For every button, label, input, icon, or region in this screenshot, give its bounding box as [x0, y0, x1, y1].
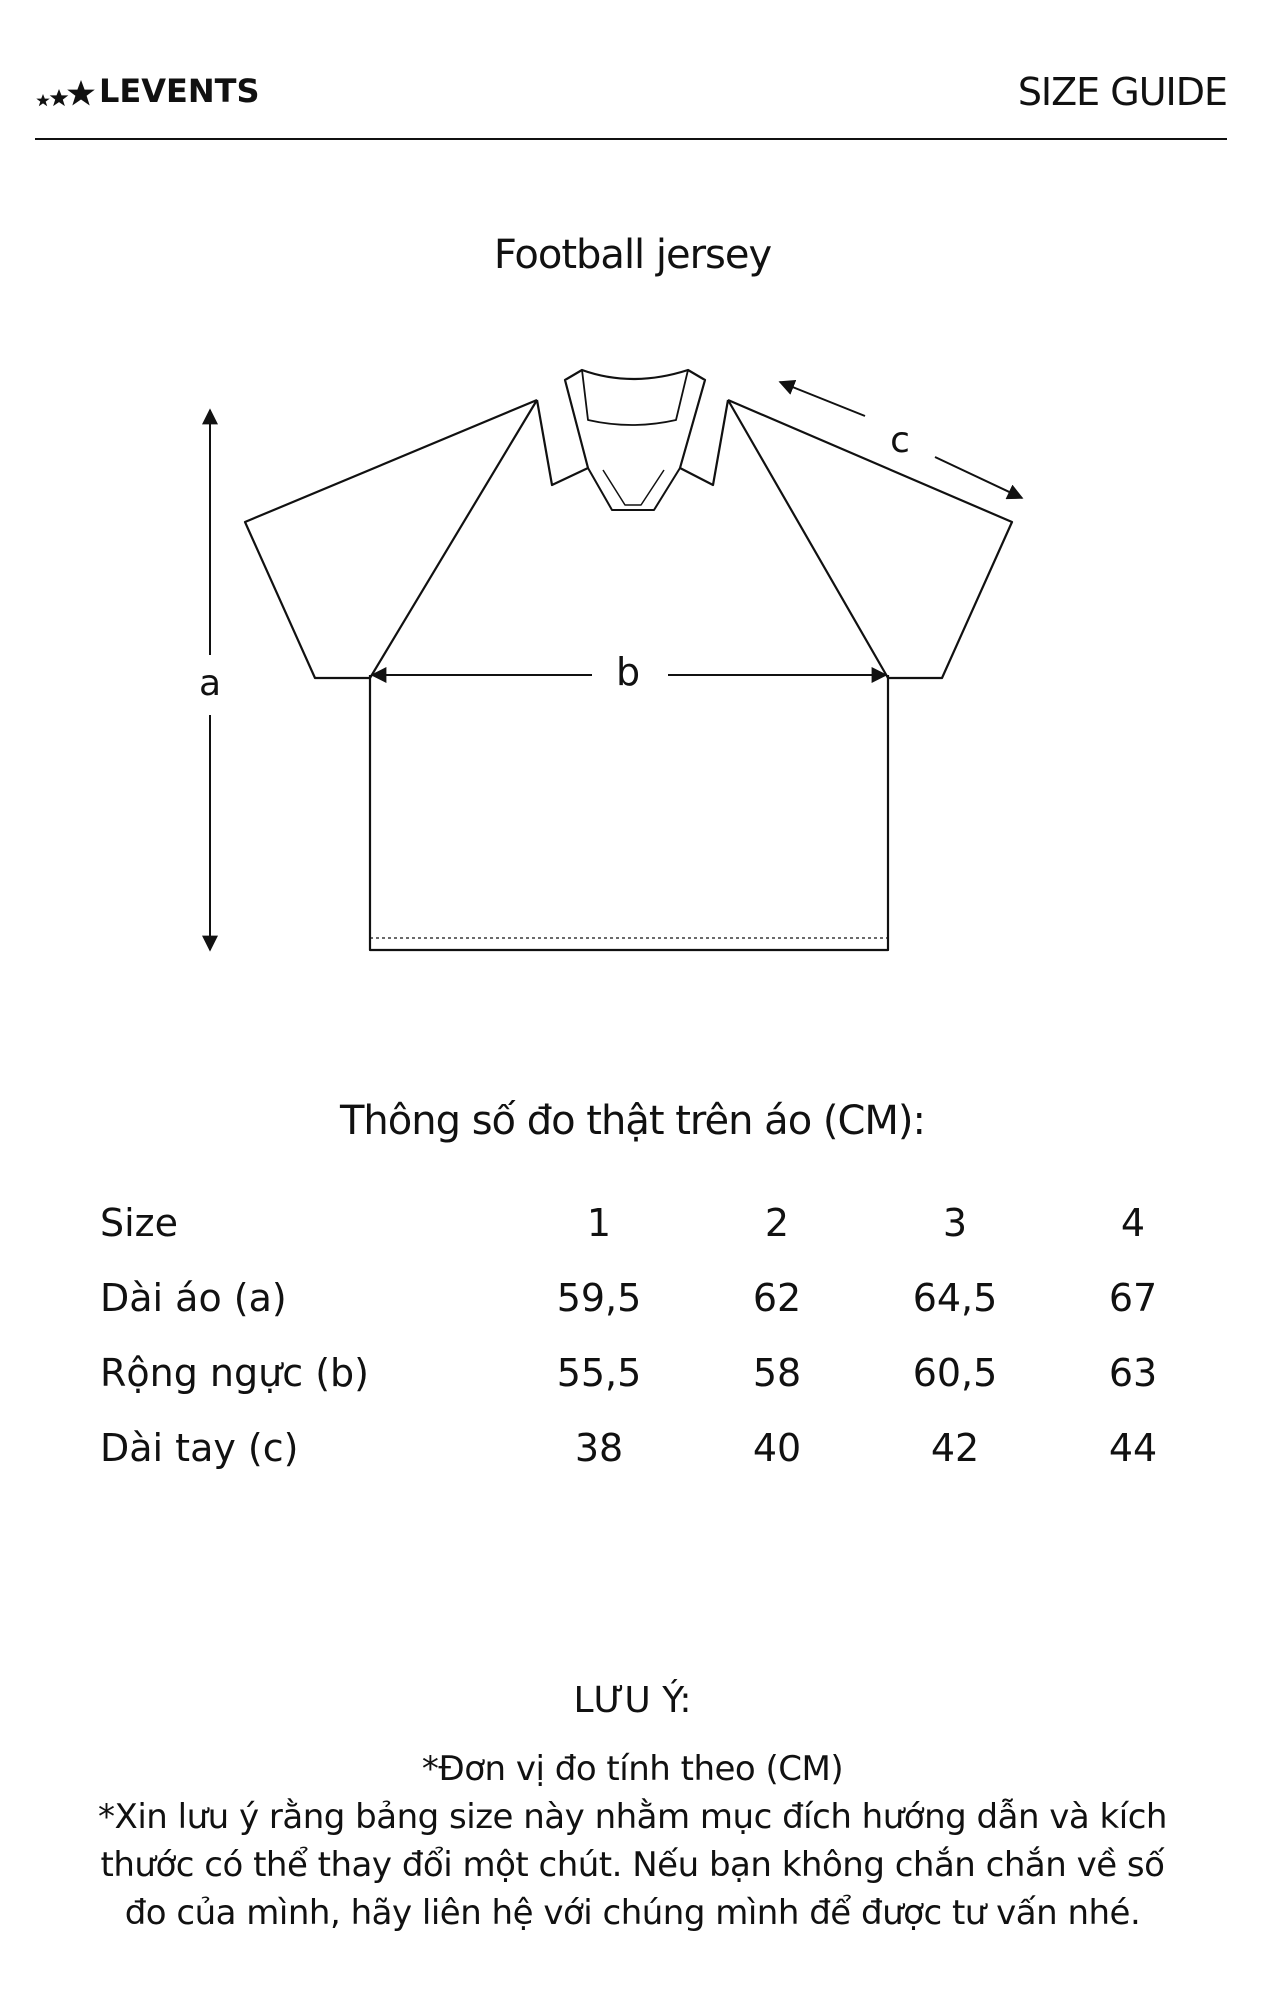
table-cell: 59,5: [556, 1275, 642, 1320]
table-cell: 38: [574, 1425, 624, 1470]
left-sleeve-outline: [245, 400, 537, 678]
size-3: 3: [942, 1200, 968, 1245]
right-sleeve-outline: [728, 400, 1012, 678]
table-row: [100, 1335, 1222, 1410]
table-cell: 40: [752, 1425, 802, 1470]
jersey-body-outline: [370, 675, 888, 950]
table-cell: 58: [752, 1350, 802, 1395]
table-row: [100, 1410, 1222, 1485]
notes-body: [80, 1745, 1185, 1937]
table-cell: 60,5: [912, 1350, 998, 1395]
table-cell: 44: [1108, 1425, 1158, 1470]
note-line: *Đơn vị đo tính theo (CM): [421, 1749, 844, 1789]
arrow-c-lower: [935, 457, 1022, 498]
row-label: Rộng ngực (b): [100, 1350, 369, 1395]
header-label: Size: [100, 1200, 179, 1245]
size-guide-label: SIZE GUIDE: [1017, 70, 1227, 114]
row-label: Dài tay (c): [100, 1425, 299, 1470]
table-cell: 62: [752, 1275, 802, 1320]
notes-title: LƯU Ý:: [573, 1680, 692, 1721]
table-row: [100, 1260, 1222, 1335]
brand-name: LEVENTS: [99, 72, 260, 110]
table-cell: 55,5: [556, 1350, 642, 1395]
collar-outline: [537, 370, 728, 485]
table-cell: 63: [1108, 1350, 1158, 1395]
table-title: Thông số đo thật trên áo (CM):: [339, 1098, 926, 1144]
note-line: *Xin lưu ý rằng bảng size này nhằm mục đích hướng dẫn và kích thước có thể thay đổi một chút. Nếu bạn không chắn chắn về số đo của mình, hãy liên hệ với chúng mình để được tư vấn nhé.: [98, 1797, 1167, 1933]
label-a: a: [198, 663, 222, 704]
table-cell: 64,5: [912, 1275, 998, 1320]
label-b: b: [615, 650, 641, 694]
size-2: 2: [764, 1200, 790, 1245]
size-4: 4: [1120, 1200, 1146, 1245]
table-cell: 42: [930, 1425, 980, 1470]
v-neck: [588, 468, 680, 510]
arrow-c-upper: [780, 382, 865, 416]
size-1: 1: [586, 1200, 612, 1245]
product-title: Football jersey: [493, 232, 772, 278]
table-header-row: [100, 1185, 1222, 1260]
size-table: [100, 1185, 1222, 1485]
row-label: Dài áo (a): [100, 1275, 287, 1320]
table-cell: 67: [1108, 1275, 1158, 1320]
label-c: c: [890, 420, 910, 461]
